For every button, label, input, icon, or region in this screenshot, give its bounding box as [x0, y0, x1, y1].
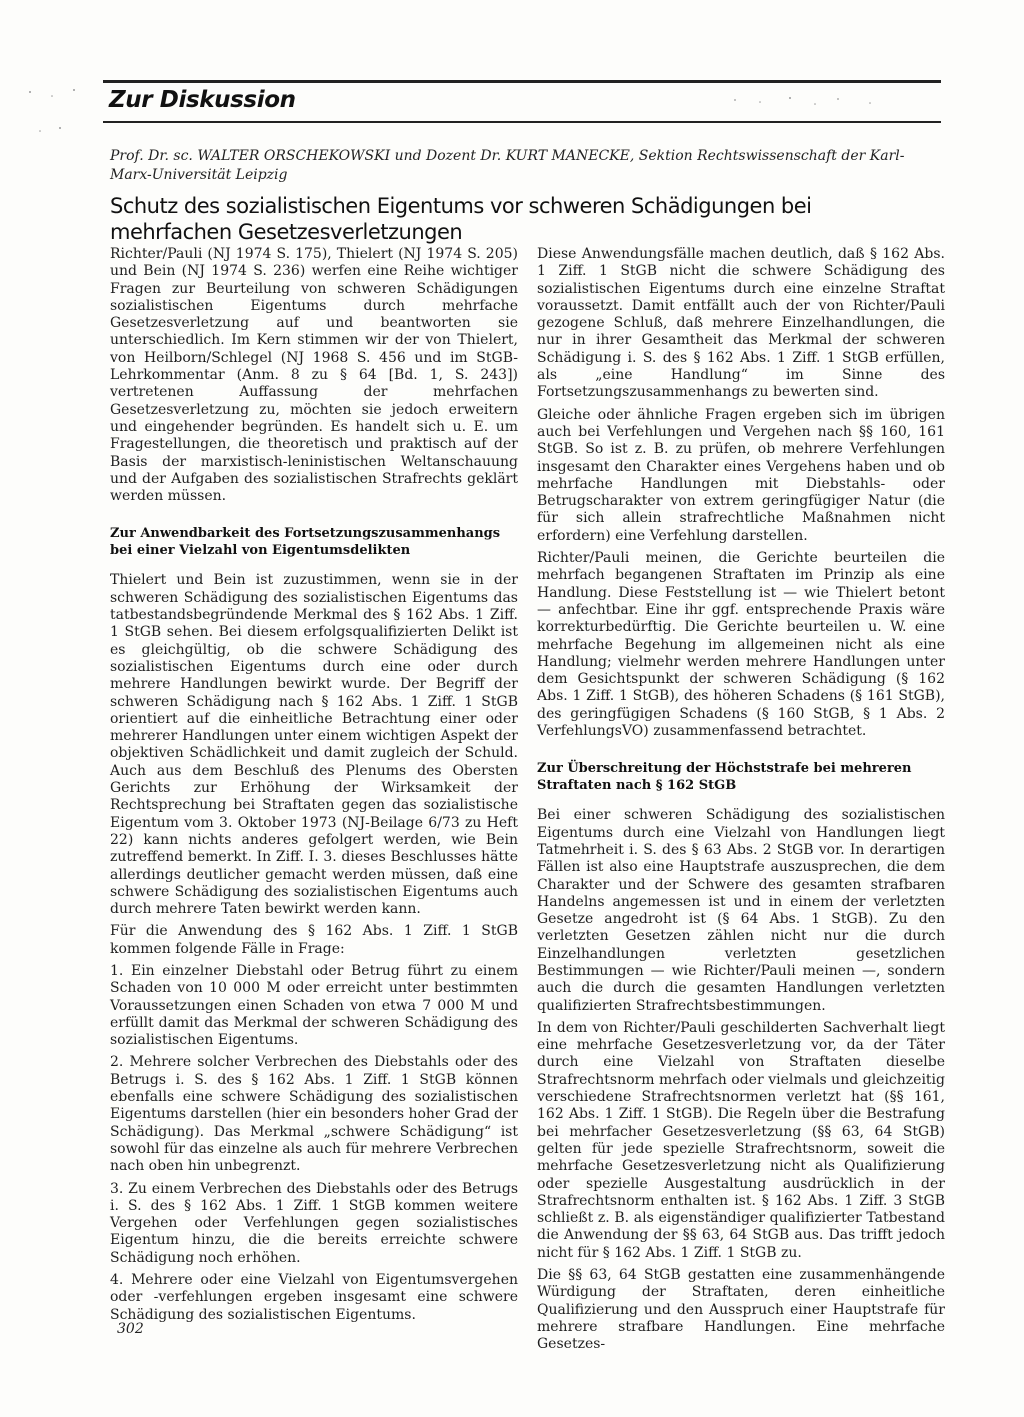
paragraph: Gleiche oder ähnliche Fragen ergeben sich im übrigen auch bei Verfehlungen und Vergehen nach §§ 160, 161 StGB. So ist z. B. zu prüfen, ob mehrere Verfehlungen insgesamt den Charakter eines Vergehens haben und ob mehrfache Handlungen mit Diebstahls- oder Betrugscharakter von extrem geringfügiger Natur (die für sich allein strafrechtliche Maßnahmen nicht erfordern) eine Verfehlung darstellen.	[537, 406, 945, 544]
subheading: Zur Anwendbarkeit des Fortsetzungszusammenhangs bei einer Vielzahl von Eigentumsdelikten	[110, 526, 501, 559]
paragraph: Richter/Pauli meinen, die Gerichte beurteilen die mehrfach begangenen Straftaten im Prinzip als eine Handlung. Diese Feststellung ist — wie Thielert betont — anfechtbar. Eine ihr ggf. entsprechende Praxis wäre korrekturbedürftig. Die Gerichte beurteilen u. W. eine mehrfache Begehung im allgemeinen nicht als eine Handlung; vielmehr werden mehrere Handlungen unter dem Gesichtspunkt der schweren Schädigung (§ 162 Abs. 1 Ziff. 1 StGB), des höheren Schadens (§ 161 StGB), des geringfügigen Schadens (§ 160 StGB, § 1 Abs. 2 VerfehlungsVO) zusammenfassend betrachtet.	[537, 550, 945, 740]
list-item: 4. Mehrere oder eine Vielzahl von Eigentumsvergehen oder -verfehlungen ergeben insgesamt eine schwere Schädigung des sozialistischen Eigentums.	[110, 1272, 518, 1323]
section-heading: Zur Diskussion	[109, 87, 296, 113]
list-item: 1. Ein einzelner Diebstahl oder Betrug führt zu einem Schaden von 10 000 M oder erreicht unter bestimmten Voraussetzungen einen Schaden von etwa 7 000 M und erfüllt damit das Merkmal der schweren Schädigung des sozialistischen Eigentums.	[110, 962, 518, 1049]
list-item: 2. Mehrere solcher Verbrechen des Diebstahls oder des Betrugs i. S. des § 162 Abs. 1 Ziff. 1 StGB können ebenfalls eine schwere Schädigung des sozialistischen Eigentums darstellen (hier ein besonders hoher Grad der Schädigung). Das Merkmal „schwere Schädigung“ ist sowohl für das einzelne als auch für mehrere Verbrechen nach oben hin unbegrenzt.	[110, 1054, 518, 1175]
paragraph: Bei einer schweren Schädigung des sozialistischen Eigentums durch eine Vielzahl von Handlungen liegt Tatmehrheit i. S. des § 63 Abs. 2 StGB vor. In derartigen Fällen ist also eine Hauptstrafe auszusprechen, die dem Charakter und der Schwere des gesamten strafbaren Handelns angemessen ist und in einem der verletzten Gesetze angedroht ist (§ 64 Abs. 1 StGB). Zu den verletzten Gesetzen zählen nicht nur die durch Einzelhandlungen verletzten gesetzlichen Bestimmungen — wie Richter/Pauli meinen —, sondern auch die durch die gesamten Handlungen verletzten qualifizierten Strafrechtsbestimmungen.	[537, 807, 945, 1014]
header-rule-top	[103, 80, 941, 83]
subheading: Zur Überschreitung der Höchststrafe bei mehreren Straftaten nach § 162 StGB	[537, 761, 912, 794]
article-title: Schutz des sozialistischen Eigentums vor schweren Schädigungen bei mehrfachen Gesetzesverletzungen	[110, 194, 812, 244]
author-byline: Prof. Dr. sc. WALTER ORSCHEKOWSKI und Dozent Dr. KURT MANECKE, Sektion Rechtswissenschaft der Karl-Marx-Universität Leipzig	[110, 148, 905, 183]
paragraph: In dem von Richter/Pauli geschilderten Sachverhalt liegt eine mehrfache Gesetzesverletzung vor, da der Täter durch eine Vielzahl von Straftaten dieselbe Strafrechtsnorm mehrfach oder vielmals und gleichzeitig verschiedene Strafrechtsnormen verletzt hat (§§ 161, 162 Abs. 1 Ziff. 1 StGB). Die Regeln über die Bestrafung bei mehrfacher Gesetzesverletzung (§§ 63, 64 StGB) gelten für jede spezielle Strafrechtsnorm, soweit die mehrfache Gesetzesverletzung nicht als Qualifizierung oder spezielle Ausgestaltung ausdrücklich in der Strafrechtsnorm enthalten ist. § 162 Abs. 1 Ziff. 3 StGB schließt z. B. als eigenständiger qualifizierter Tatbestand die Anwendung der §§ 63, 64 StGB aus. Das trifft jedoch nicht für § 162 Abs. 1 Ziff. 1 StGB zu.	[537, 1019, 945, 1261]
header-rule-bottom	[103, 121, 941, 123]
paragraph: Thielert und Bein ist zuzustimmen, wenn sie in der schweren Schädigung des sozialistischen Eigentums das tatbestandsbegründende Merkmal des § 162 Abs. 1 Ziff. 1 StGB sehen. Bei diesem erfolgsqualifizierten Delikt ist es gleichgültig, ob die schwere Schädigung des sozialistischen Eigentums durch eine oder durch mehrere Handlungen bewirkt wurde. Der Begriff der schweren Schädigung nach § 162 Abs. 1 Ziff. 1 StGB orientiert auf die einheitliche Betrachtung einer oder mehrerer Handlungen unter einem wichtigen Aspekt der objektiven Schädlichkeit und damit zugleich der Schuld. Auch aus dem Beschluß des Plenums des Obersten Gerichts zur Erhöhung der Wirksamkeit der Rechtsprechung bei Straftaten gegen das sozialistische Eigentum vom 3. Oktober 1973 (NJ-Beilage 6/73 zu Heft 22) kann nichts anderes gefolgert werden, wie Bein zutreffend bemerkt. In Ziff. I. 3. dieses Beschlusses hätte allerdings deutlicher gemacht werden müssen, daß eine schwere Schädigung des sozialistischen Eigentums auch durch mehrere Taten bewirkt werden kann.	[110, 572, 518, 918]
list-item: 3. Zu einem Verbrechen des Diebstahls oder des Betrugs i. S. des § 162 Abs. 1 Ziff. 1 StGB kommen weitere Vergehen oder Verfehlungen gegen sozialistisches Eigentum hinzu, die die bereits erreichte schwere Schädigung noch erhöhen.	[110, 1180, 518, 1266]
paragraph: Richter/Pauli (NJ 1974 S. 175), Thielert (NJ 1974 S. 205) und Bein (NJ 1974 S. 236) werfen eine Reihe wichtiger Fragen zur Beurteilung von schweren Schädigungen sozialistischen Eigentums durch mehrfache Gesetzesverletzung auf und beantworten sie unterschiedlich. Im Kern stimmen wir der von Thielert, von Heilborn/Schlegel (NJ 1968 S. 456 und im StGB-Lehrkommentar (Anm. 8 zu § 64 [Bd. 1, S. 243]) vertretenen Auffassung der mehrfachen Gesetzesverletzung zu, möchten sie jedoch erweitern und eingehender begründen. Es handelt sich u. E. um Fragestellungen, die theoretisch und praktisch auf der Basis der marxistisch-leninistischen Weltanschauung und der Aufgaben des sozialistischen Strafrechts geklärt werden müssen.	[110, 246, 518, 505]
paragraph: Für die Anwendung des § 162 Abs. 1 Ziff. 1 StGB kommen folgende Fälle in Frage:	[110, 923, 518, 957]
paragraph: Diese Anwendungsfälle machen deutlich, daß § 162 Abs. 1 Ziff. 1 StGB nicht die schwere Schädigung des sozialistischen Eigentums durch eine einzelne Straftat voraussetzt. Damit entfällt auch der von Richter/Pauli gezogene Schluß, daß mehrere Einzelhandlungen, die nur in ihrer Gesamtheit das Merkmal der schweren Schädigung i. S. des § 162 Abs. 1 Ziff. 1 StGB erfüllen, als „eine Handlung“ im Sinne des Fortsetzungszusammenhangs zu bewerten sind.	[537, 246, 945, 401]
column-left	[110, 246, 518, 1329]
column-right	[537, 246, 945, 1359]
page-number: 302	[117, 1321, 144, 1337]
paragraph: Die §§ 63, 64 StGB gestatten eine zusammenhängende Würdigung der Straftaten, deren einheitliche Qualifizierung und den Ausspruch einer Hauptstrafe für mehrere strafbare Handlungen. Eine mehrfache Gesetzes-	[537, 1267, 945, 1353]
